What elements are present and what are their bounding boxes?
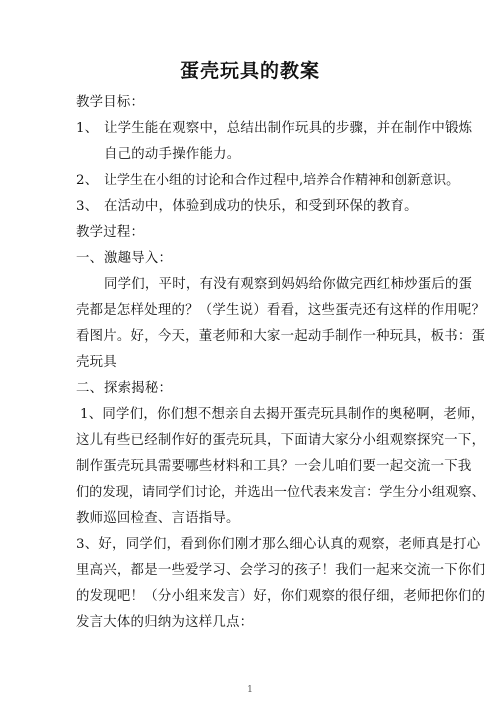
list-marker: 2、	[76, 173, 99, 188]
section-heading-process: 教学过程：	[76, 225, 145, 240]
list-marker: 1、	[76, 121, 99, 136]
text-line: 壳玩具	[76, 355, 117, 370]
text-line: 自己的动手操作能力。	[104, 147, 241, 162]
text-line: 们的发现，请同学们讨论，并选出一位代表来发言：学生分小组观察、	[76, 485, 485, 500]
list-marker: 3、	[76, 199, 99, 214]
section-subheading: 探索揭秘：	[104, 381, 173, 396]
text-line: 教师巡回检查、言语指导。	[76, 511, 240, 526]
text-line: 让学生在小组的讨论和合作过程中,培养合作精神和创新意识。	[104, 173, 460, 188]
text-line: 壳都是怎样处理的？（学生说）看看，这些蛋壳还有这样的作用呢？	[76, 303, 486, 318]
text-line: 看图片。好，今天，董老师和大家一起动手制作一种玩具，板书：蛋	[76, 329, 486, 344]
section-subheading: 激趣导入：	[104, 251, 173, 266]
text-line: 1、同学们，你们想不想亲自去揭开蛋壳玩具制作的奥秘啊，老师，	[80, 407, 485, 422]
page-number: 1	[247, 685, 253, 695]
text-line: 同学们，平时，有没有观察到妈妈给你做完西红柿炒蛋后的蛋	[104, 277, 473, 292]
document-title: 蛋壳玩具的教案	[179, 60, 320, 82]
text-line: 发言大体的归纳为这样几点：	[76, 615, 254, 630]
text-line: 让学生能在观察中，总结出制作玩具的步骤，并在制作中锻炼	[104, 121, 473, 136]
text-line: 3、好，同学们，看到你们刚才那么细心认真的观察，老师真是打心	[76, 537, 481, 552]
text-line: 制作蛋壳玩具需要哪些材料和工具？一会儿咱们要一起交流一下我	[76, 459, 472, 474]
text-line: 这儿有些已经制作好的蛋壳玩具，下面请大家分小组观察探究一下，	[76, 433, 486, 448]
list-marker: 二、	[76, 381, 104, 396]
text-line: 的发现吧！（分小组来发言）好，你们观察的很仔细，老师把你们的	[76, 589, 486, 604]
section-heading-goals: 教学目标：	[76, 95, 145, 110]
text-line: 里高兴，都是一些爱学习、会学习的孩子！我们一起来交流一下你们	[76, 563, 486, 578]
list-marker: 一、	[76, 251, 104, 266]
text-line: 在活动中，体验到成功的快乐，和受到环保的教育。	[104, 199, 418, 214]
